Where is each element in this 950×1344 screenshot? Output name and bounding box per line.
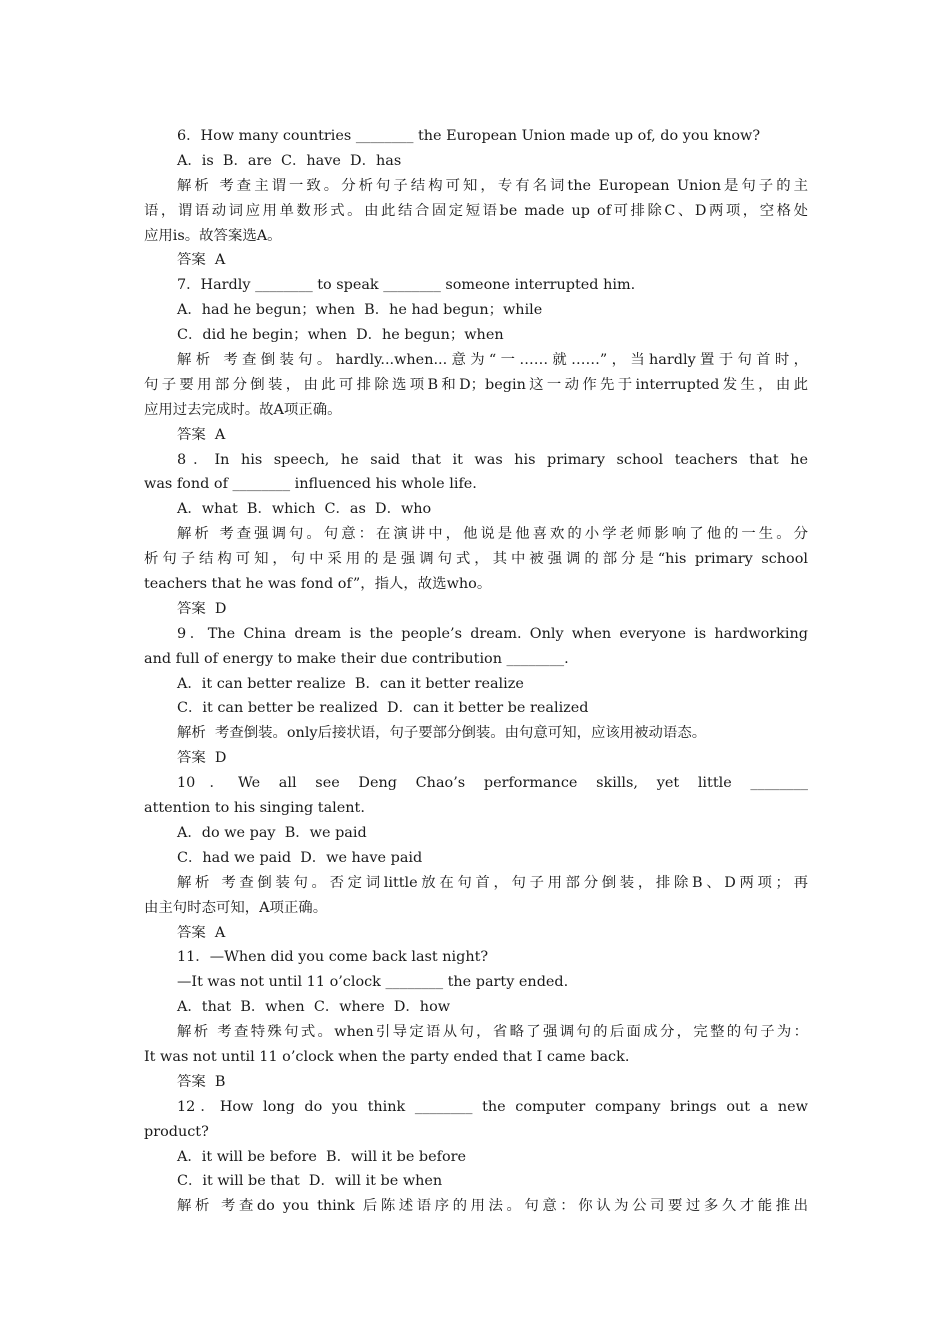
text-line: 答案 A: [177, 252, 226, 269]
text-line: was fond of ________ influenced his whole life.: [144, 476, 477, 493]
text-line: 解析 考查主谓一致。分析句子结构可知，专有名词the European Union是句子的主: [177, 177, 808, 194]
text-line: 答案 D: [177, 600, 227, 617]
text-line: A．it will be before B．will it be before: [177, 1148, 467, 1165]
text-line: C．it can better be realized D．can it better be realized: [177, 700, 589, 717]
text-line: 解析 考查倒装。only后接状语，句子要部分倒装。由句意可知，应该用被动语态。: [177, 725, 707, 742]
text-line: It was not until 11 o’clock when the party ended that I came back.: [144, 1048, 630, 1065]
text-line: C．did he begin；when D．he begun；when: [177, 327, 504, 344]
text-line: 解析 考查强调句。句意：在演讲中，他说是他喜欢的小学老师影响了他的一生。分: [177, 526, 808, 543]
text-line: 答案 A: [177, 924, 226, 941]
text-line: 6．How many countries ________ the European Union made up of, do you know?: [177, 128, 761, 144]
text-line: A．do we pay B．we paid: [177, 824, 367, 841]
text-line: 8．In his speech, he said that it was his primary school teachers that he: [177, 451, 808, 468]
text-line: 解析 考查do you think 后陈述语序的用法。句意：你认为公司要过多久才能推出: [177, 1198, 808, 1215]
text-line: 句子要用部分倒装，由此可排除选项B和D；begin这一动作先于interrupted发生，由此: [144, 376, 808, 393]
text-line: 语，谓语动词应用单数形式。由此结合固定短语be made up of可排除C、D两项，空格处: [144, 202, 808, 219]
text-line: 10．We all see Deng Chao’s performance skills, yet little ________: [177, 775, 808, 792]
text-line: attention to his singing talent.: [144, 800, 365, 817]
text-line: 应用is。故答案选A。: [144, 227, 282, 244]
text-line: 解析 考查特殊句式。when引导定语从句，省略了强调句的后面成分，完整的句子为：: [177, 1024, 808, 1041]
text-line: 11．—When did you come back last night?: [177, 949, 489, 966]
text-line: 答案 A: [177, 426, 226, 443]
text-line: 答案 B: [177, 1073, 226, 1090]
text-line: 答案 D: [177, 750, 227, 767]
text-line: 12．How long do you think ________ the computer company brings out a new: [177, 1098, 808, 1115]
text-line: A．what B．which C．as D．who: [177, 501, 432, 518]
text-line: product?: [144, 1123, 209, 1140]
text-line: 解析 考查倒装句。hardly...when...意为“一……就……”，当hardly置于句首时，: [177, 352, 808, 369]
text-line: 解析 考查倒装句。否定词little放在句首，句子用部分倒装，排除B、D两项；再: [177, 874, 808, 891]
text-line: 9．The China dream is the people’s dream. Only when everyone is hardworking: [177, 625, 808, 642]
text-line: 析句子结构可知，句中采用的是强调句式，其中被强调的部分是“his primary school: [144, 551, 808, 568]
text-line: A．that B．when C．where D．how: [177, 999, 451, 1016]
text-line: teachers that he was fond of”，指人，故选who。: [144, 576, 492, 593]
text-line: A．had he begun；when B．he had begun；while: [177, 302, 543, 319]
text-line: 由主句时态可知，A项正确。: [144, 899, 328, 916]
text-line: 应用过去完成时。故A项正确。: [144, 401, 342, 418]
text-line: A．it can better realize B．can it better realize: [177, 675, 524, 692]
text-line: —It was not until 11 o’clock ________ the party ended.: [177, 974, 569, 991]
text-line: C．it will be that D．will it be when: [177, 1173, 443, 1190]
text-line: A．is B．are C．have D．has: [177, 152, 402, 169]
text-line: and full of energy to make their due contribution ________.: [144, 650, 569, 667]
text-line: C．had we paid D．we have paid: [177, 849, 423, 866]
text-line: 7．Hardly ________ to speak ________ someone interrupted him.: [177, 277, 636, 294]
document-body: [144, 124, 808, 1219]
